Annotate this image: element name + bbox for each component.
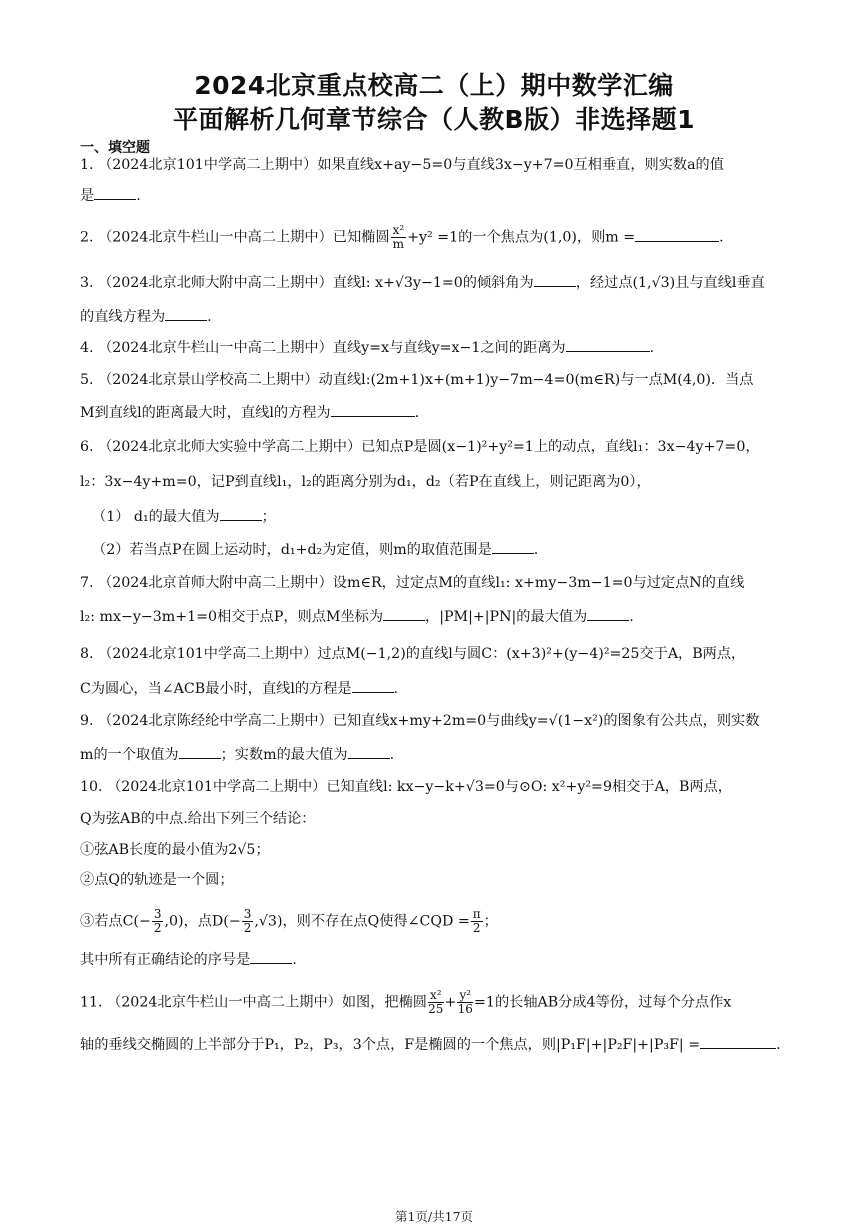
question-6-part-2: （2）若当点P在圆上运动时，d₁+d₂为定值，则m的取值范围是 . xyxy=(92,539,538,560)
conclusion-2: ②点Q的轨迹是一个圆； xyxy=(80,872,234,888)
answer-blank xyxy=(534,272,576,287)
question-9: 9. （2024北京陈经纶中学高二上期中）已知直线x+my+2m=0与曲线y=√(1−x²)的图象有公共点，则实数 xyxy=(80,713,760,729)
question-11-continued: 轴的垂线交椭圆的上半部分于P₁，P₂，P₃，3个点，F是椭圆的一个焦点，则|P₁F|+|P₂F|+|P₃F| = . xyxy=(80,1034,781,1055)
question-source: （2024北京牛栏山一中高二上期中） xyxy=(107,994,342,1011)
question-source: （2024北京101中学高二上期中） xyxy=(98,157,318,173)
question-5-continued: M到直线l的距离最大时，直线l的方程为 . xyxy=(80,402,419,423)
fraction: $\frac{3}{2}$ xyxy=(153,907,162,935)
fraction: $\frac{\text{y²}}{16}$ xyxy=(457,988,473,1016)
answer-blank xyxy=(635,227,719,242)
answer-blank xyxy=(587,606,629,621)
question-source: （2024北京陈经纶中学高二上期中） xyxy=(98,713,333,729)
answer-blank xyxy=(348,744,390,759)
question-source: （2024北京北师大附中高二上期中） xyxy=(98,275,333,291)
answer-blank xyxy=(383,606,425,621)
fraction: $\frac{3}{2}$ xyxy=(243,907,252,935)
question-9-continued: m的一个取值为 ；实数m的最大值为 . xyxy=(80,744,394,765)
question-6-continued: l₂：3x−4y+m=0，记P到直线l₁，l₂的距离分别为d₁，d₂（若P在直线上，则记距离为0）， xyxy=(80,474,651,490)
question-8: 8. （2024北京101中学高二上期中）过点M(−1,2)的直线l与圆C：(x+3)²+(y−4)²=25交于A，B两点， xyxy=(80,646,746,662)
answer-blank xyxy=(352,678,394,693)
question-1-continued: 是 . xyxy=(80,185,141,206)
question-11: 11. （2024北京牛栏山一中高二上期中）如图，把椭圆 $\frac{\text{x²}}{25}$ + $\frac{\text{y²}}{16}$ =1的长轴AB分成4等份，过每个分点作x xyxy=(80,988,732,1016)
answer-blank xyxy=(220,506,262,521)
question-source: （2024北京北师大实验中学高二上期中） xyxy=(98,439,362,455)
question-1: 1. （2024北京101中学高二上期中）如果直线x+ay−5=0与直线3x−y+7=0互相垂直，则实数a的值 xyxy=(80,157,724,173)
question-source: （2024北京景山学校高二上期中） xyxy=(98,372,319,388)
answer-blank xyxy=(94,185,136,200)
question-source: （2024北京首师大附中高二上期中） xyxy=(98,575,333,591)
question-4: 4. （2024北京牛栏山一中高二上期中）直线y=x与直线y=x−1之间的距离为 . xyxy=(80,337,654,358)
question-source: （2024北京牛栏山一中高二上期中） xyxy=(98,229,333,246)
question-6-part-1: （1） d₁的最大值为 ； xyxy=(92,506,276,527)
question-10: 10. （2024北京101中学高二上期中）已知直线l: kx−y−k+√3=0与⊙O: x²+y²=9相交于A，B两点， xyxy=(80,779,732,795)
question-source: （2024北京牛栏山一中高二上期中） xyxy=(98,340,333,356)
question-3: 3. （2024北京北师大附中高二上期中）直线l: x+√3y−1=0的倾斜角为 ，经过点(1,√3)且与直线l垂直 xyxy=(80,272,765,293)
question-10-ask: 其中所有正确结论的序号是 . xyxy=(80,949,297,970)
question-8-continued: C为圆心，当∠ACB最小时，直线l的方程是 . xyxy=(80,678,398,699)
fraction: $\frac{\pi}{2}$ xyxy=(472,907,481,935)
question-5: 5. （2024北京景山学校高二上期中）动直线l:(2m+1)x+(m+1)y−7m−4=0(m∈R)与一点M(4,0)．当点 xyxy=(80,372,754,388)
answer-blank xyxy=(165,306,207,321)
answer-blank xyxy=(700,1034,776,1049)
question-2: 2. （2024北京牛栏山一中高二上期中）已知椭圆 $\frac{\text{x²}}{m}$ +y² =1的一个焦点为(1,0)，则m = . xyxy=(80,223,724,251)
conclusion-3: ③若点C(− $\frac{3}{2}$ ,0)，点D(− $\frac{3}{2}$ ,√3)，则不存在点Q使得∠CQD = $\frac{\pi}{2}$ ； xyxy=(80,907,498,935)
question-source: （2024北京101中学高二上期中） xyxy=(98,646,318,662)
fraction: $\frac{\text{x²}}{m}$ xyxy=(392,223,405,251)
question-7: 7. （2024北京首师大附中高二上期中）设m∈R，过定点M的直线l₁: x+my−3m−1=0与过定点N的直线 xyxy=(80,575,745,591)
question-3-continued: 的直线方程为 . xyxy=(80,306,212,327)
page-number-footer: 第1页/共17页 xyxy=(394,1209,474,1224)
question-6: 6. （2024北京北师大实验中学高二上期中）已知点P是圆(x−1)²+y²=1上的动点，直线l₁：3x−4y+7=0， xyxy=(80,439,760,455)
answer-blank xyxy=(492,539,534,554)
answer-blank xyxy=(179,744,221,759)
answer-blank xyxy=(331,402,415,417)
question-source: （2024北京101中学高二上期中） xyxy=(107,779,327,795)
fraction: $\frac{\text{x²}}{25}$ xyxy=(428,988,444,1016)
question-10-continued: Q为弦AB的中点.给出下列三个结论： xyxy=(80,811,316,827)
answer-blank xyxy=(566,337,650,352)
question-7-continued: l₂: mx−y−3m+1=0相交于点P，则点M坐标为 ，|PM|+|PN|的最大值为 . xyxy=(80,606,634,627)
conclusion-1: ①弦AB长度的最小值为2√5； xyxy=(80,842,270,858)
answer-blank xyxy=(250,949,292,964)
document-title-line-2: 平面解析几何章节综合（人教B版）非选择题1 xyxy=(173,105,695,134)
document-title-line-1: 2024北京重点校高二（上）期中数学汇编 xyxy=(194,71,674,100)
section-heading: 一、填空题 xyxy=(80,140,150,156)
